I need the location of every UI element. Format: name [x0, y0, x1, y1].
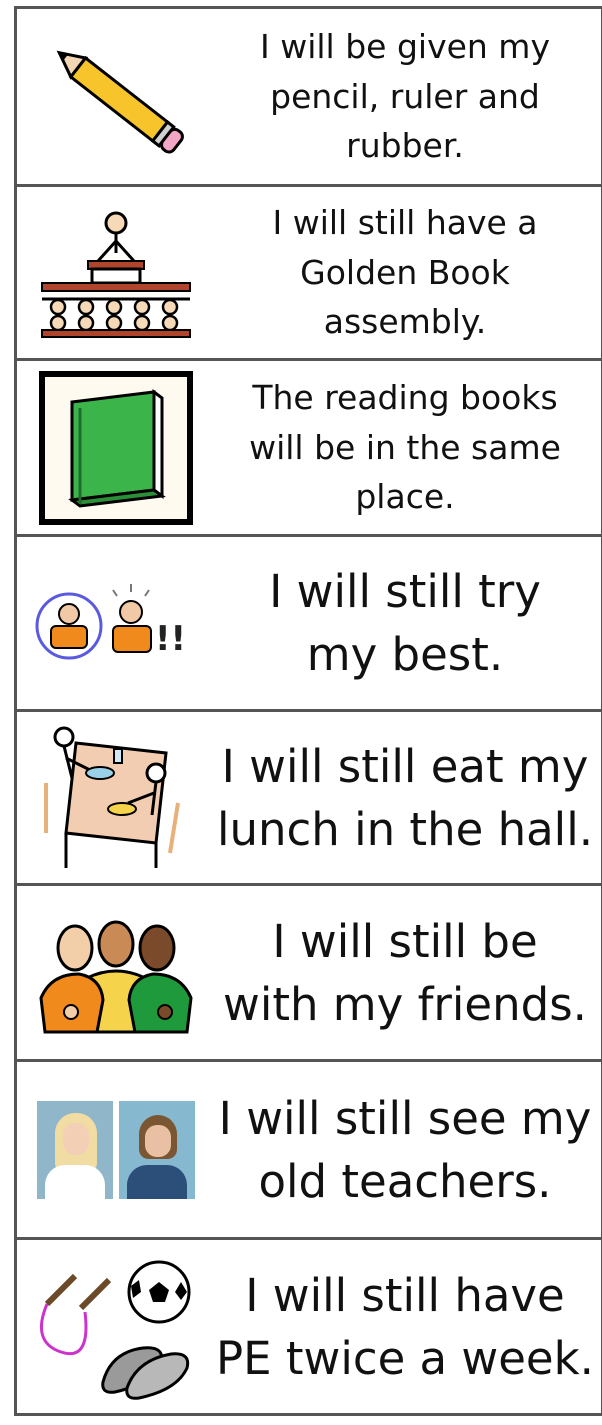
teacher-photos: [17, 1062, 215, 1237]
card-row-3: [17, 361, 601, 537]
card-text-2: I will still have a Golden Book assembly.: [272, 203, 538, 342]
card-text-3: The reading books will be in the same place.: [249, 378, 561, 517]
card-text-8: I will still have PE twice a week.: [216, 1268, 594, 1385]
try-best-icon: [17, 537, 215, 709]
teacher-photo-2: [119, 1101, 195, 1199]
card-text-4: I will still try my best.: [269, 565, 541, 681]
book-icon: [17, 361, 215, 534]
card-row-4: [17, 537, 601, 712]
visual-timetable-strip: [14, 6, 602, 1416]
assembly-icon: [17, 187, 215, 358]
svg-text:!!: !!: [155, 619, 187, 659]
card-text-1: I will be given my pencil, ruler and rubber.: [260, 27, 550, 166]
lunch-hall-icon: [17, 712, 215, 883]
card-text-6: I will still be with my friends.: [223, 914, 587, 1031]
card-text-5: I will still eat my lunch in the hall.: [217, 739, 593, 856]
card-row-5: [17, 712, 601, 886]
pencil-icon: [17, 9, 215, 184]
friends-icon: [17, 886, 215, 1059]
card-row-7: [17, 1062, 601, 1240]
card-row-8: [17, 1240, 601, 1416]
card-row-6: [17, 886, 601, 1062]
teacher-photo-1: [37, 1101, 113, 1199]
card-row-2: [17, 187, 601, 361]
card-row-1: [17, 9, 601, 187]
card-text-7: I will still see my old teachers.: [218, 1091, 592, 1208]
pe-equipment-icon: [17, 1240, 215, 1413]
